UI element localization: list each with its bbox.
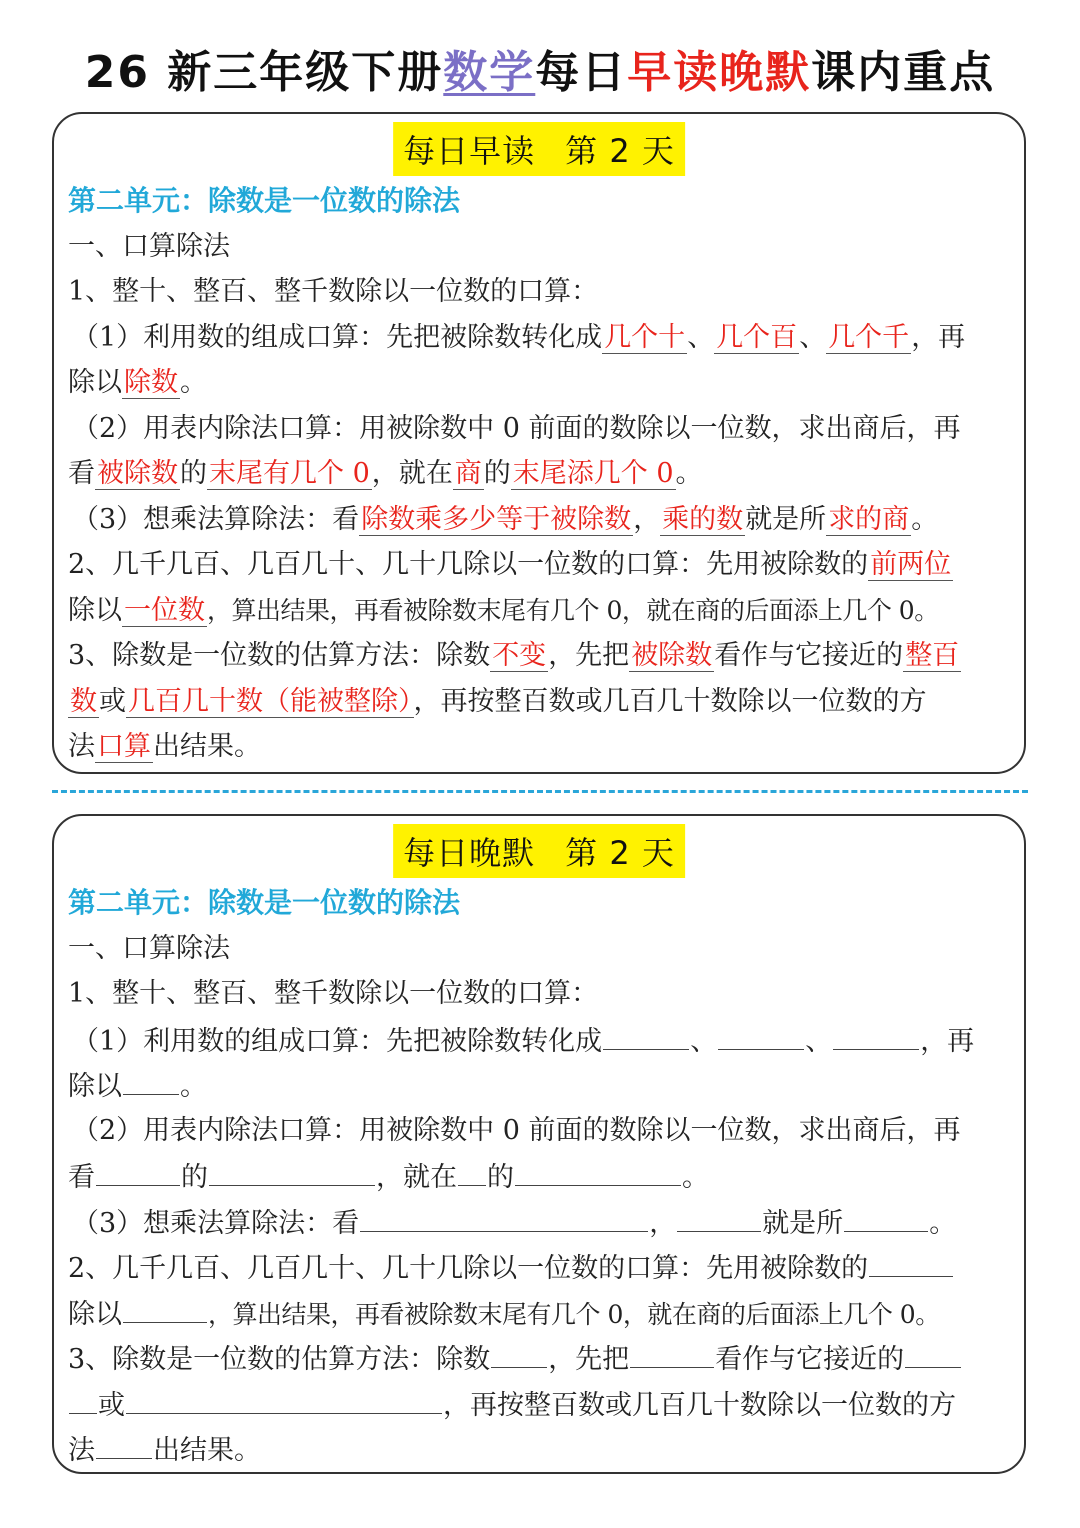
evening-p3: （3）想乘法算除法：看 ， 就是所 。 — [68, 1199, 1012, 1245]
evening-p5-line3: 法 出结果。 — [68, 1426, 1012, 1472]
morning-p4-line1: 2、几千几百、几百几十、几十几除以一位数的口算：先用被除数的前两位 — [68, 549, 952, 580]
evening-badge-label: 每日晚默 — [403, 834, 536, 872]
answer: 整百 — [905, 640, 960, 671]
answer: 末尾添几个 0 — [512, 458, 674, 489]
morning-p4-line2: 除以一位数，算出结果，再看被除数末尾有几个 0，就在商的后面添上几个 0。 — [68, 594, 939, 626]
page-title — [0, 36, 1080, 100]
evening-unit-heading: 第二单元：除数是一位数的除法 — [68, 886, 461, 919]
answer: 除数乘多少等于被除数 — [361, 503, 632, 535]
evening-section: 一、口算除法 — [68, 932, 230, 964]
evening-badge-day: 第 2 天 — [565, 834, 675, 872]
morning-p1-line2: 除以除数。 — [68, 367, 207, 398]
fill-blank[interactable] — [869, 1244, 953, 1277]
fill-blank[interactable] — [96, 1426, 152, 1459]
answer: 几个千 — [828, 321, 910, 353]
morning-p5-line3: 法口算出结果。 — [68, 731, 261, 762]
morning-p3: （3）想乘法算除法：看除数乘多少等于被除数，乘的数就是所求的商。 — [72, 503, 939, 535]
morning-unit-heading: 第二单元：除数是一位数的除法 — [68, 184, 461, 217]
answer: 几百几十数（能被整除） — [128, 685, 412, 717]
title-highlight: 早读晚默 — [627, 47, 812, 98]
morning-p5-line1: 3、除数是一位数的估算方法：除数不变，先把被除数看作与它接近的整百 — [68, 640, 960, 671]
answer: 口算 — [97, 731, 151, 762]
evening-content — [68, 880, 1012, 1472]
title-middle: 每日 — [535, 47, 628, 98]
fill-blank[interactable] — [833, 1017, 919, 1050]
answer: 除数 — [124, 367, 178, 398]
fill-blank[interactable] — [69, 1381, 97, 1414]
evening-p5-line1: 3、除数是一位数的估算方法：除数 ，先把 看作与它接近的 — [68, 1335, 1012, 1381]
evening-p4-line1: 2、几千几百、几百几十、几十几除以一位数的口算：先用被除数的 — [68, 1244, 1012, 1290]
fill-blank[interactable] — [905, 1335, 961, 1368]
evening-p4-line2: 除以 ，算出结果，再看被除数末尾有几个 0，就在商的后面添上几个 0。 — [68, 1290, 1012, 1336]
answer: 被除数 — [97, 458, 178, 489]
morning-p2-line2: 看被除数的末尾有几个 0，就在商的末尾添几个 0。 — [68, 458, 703, 489]
fill-blank[interactable] — [844, 1199, 928, 1232]
evening-badge — [393, 824, 685, 878]
title-subject: 数学 — [443, 47, 536, 98]
fill-blank[interactable] — [630, 1335, 714, 1368]
fill-blank[interactable] — [603, 1017, 689, 1050]
morning-section: 一、口算除法 — [68, 230, 230, 262]
answer: 商 — [454, 458, 482, 489]
evening-p5-line2: 或 ，再按整百数或几百几十数除以一位数的方 — [68, 1381, 1012, 1427]
morning-badge-day: 第 2 天 — [565, 132, 675, 170]
morning-p2-line1: （2）用表内除法口算：用被除数中 0 前面的数除以一位数，求出商后，再 — [72, 412, 961, 444]
morning-badge — [393, 122, 685, 176]
answer: 数 — [70, 685, 97, 717]
answer: 前两位 — [870, 549, 952, 580]
morning-p5-line2: 数或几百几十数（能被整除），再按整百数或几百几十数除以一位数的方 — [70, 685, 927, 717]
evening-p1-line1: （1）利用数的组成口算：先把被除数转化成 、 、 ，再 — [68, 1017, 1012, 1063]
morning-p1-line1: （1）利用数的组成口算：先把被除数转化成几个十、几个百、几个千，再 — [72, 321, 966, 353]
dashed-divider — [52, 790, 1028, 793]
answer: 一位数 — [124, 594, 205, 626]
fill-blank[interactable] — [515, 1153, 681, 1186]
morning-card — [52, 112, 1026, 774]
fill-blank[interactable] — [209, 1153, 375, 1186]
fill-blank[interactable] — [491, 1335, 547, 1368]
evening-item-1: 1、整十、整百、整千数除以一位数的口算： — [68, 978, 599, 1009]
fill-blank[interactable] — [126, 1381, 442, 1414]
title-suffix: 课内重点 — [811, 47, 996, 98]
evening-p2-line2: 看 的 ，就在 的 。 — [68, 1153, 1012, 1199]
fill-blank[interactable] — [458, 1153, 486, 1186]
evening-p2-line1: （2）用表内除法口算：用被除数中 0 前面的数除以一位数，求出商后，再 — [72, 1114, 961, 1146]
morning-item-1: 1、整十、整百、整千数除以一位数的口算： — [68, 276, 599, 307]
fill-blank[interactable] — [123, 1290, 207, 1323]
answer: 几个十 — [604, 321, 686, 353]
evening-p1-line2: 除以 。 — [68, 1062, 1012, 1108]
answer: 不变 — [492, 640, 547, 671]
answer: 乘的数 — [662, 503, 744, 535]
morning-content — [68, 178, 1012, 770]
answer: 几个百 — [716, 321, 798, 353]
evening-card — [52, 814, 1026, 1474]
fill-blank[interactable] — [123, 1062, 179, 1095]
morning-badge-label: 每日早读 — [403, 132, 536, 170]
answer: 末尾有几个 0 — [209, 458, 370, 489]
answer: 求的商 — [828, 503, 910, 535]
answer: 被除数 — [631, 640, 713, 671]
fill-blank[interactable] — [718, 1017, 804, 1050]
fill-blank[interactable] — [677, 1199, 761, 1232]
fill-blank[interactable] — [96, 1153, 180, 1186]
title-prefix: 26 新三年级下册 — [84, 47, 444, 98]
fill-blank[interactable] — [360, 1199, 648, 1232]
